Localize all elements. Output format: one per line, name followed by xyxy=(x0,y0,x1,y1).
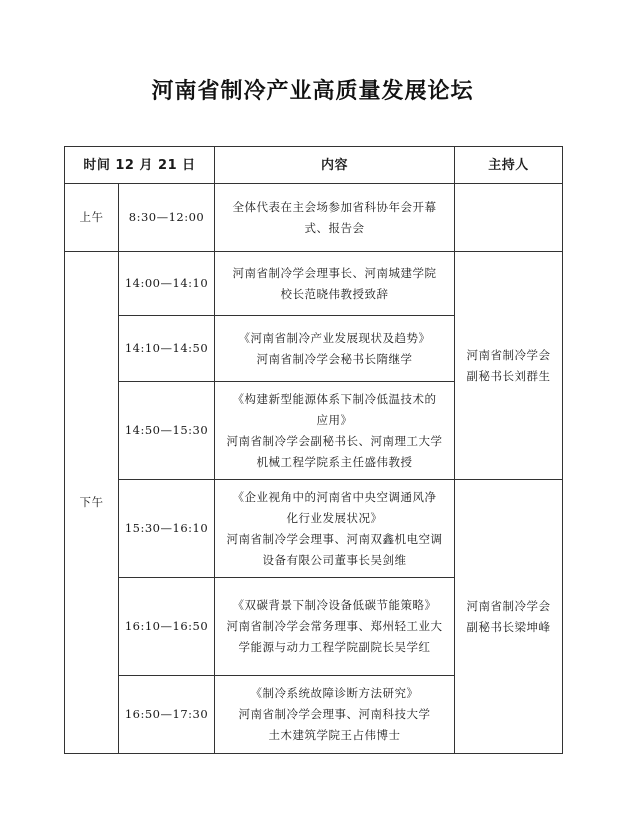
content-line: 河南省制冷学会秘书长隋继学 xyxy=(256,351,413,366)
content-line: 设备有限公司董事长吴剑维 xyxy=(262,552,407,567)
content-line: 《双碳背景下制冷设备低碳节能策略》 xyxy=(232,598,437,612)
time-cell: 15:30—16:10 xyxy=(119,480,215,578)
time-cell: 14:10—14:50 xyxy=(119,316,215,382)
session-morning: 上午 xyxy=(65,184,119,252)
content-line: 《构建新型能源体系下制冷低温技术的 xyxy=(232,391,437,406)
content-cell xyxy=(215,676,455,754)
content-line: 《企业视角中的河南省中央空调通风净 xyxy=(232,489,437,504)
time-cell: 16:10—16:50 xyxy=(119,578,215,676)
table-row xyxy=(65,480,563,578)
page-title: 河南省制冷产业高质量发展论坛 xyxy=(151,79,474,104)
content-line: 全体代表在主会场参加省科协年会开幕 xyxy=(232,199,437,214)
content-line: 河南省制冷学会理事、河南科技大学 xyxy=(238,707,431,721)
content-line: 土木建筑学院王占伟博士 xyxy=(268,728,401,742)
header-content: 内容 xyxy=(215,147,455,184)
host-line: 副秘书长梁坤峰 xyxy=(466,619,551,634)
host-cell xyxy=(455,480,563,754)
table-row xyxy=(65,184,563,252)
schedule-table xyxy=(64,146,563,754)
content-cell xyxy=(215,184,455,252)
table-row xyxy=(65,252,563,316)
session-afternoon: 下午 xyxy=(65,252,119,754)
header-time: 时间 12 月 21 日 xyxy=(65,147,215,184)
content-cell xyxy=(215,252,455,316)
time-cell: 16:50—17:30 xyxy=(119,676,215,754)
content-line: 河南省制冷学会理事长、河南城建学院 xyxy=(232,265,437,280)
content-line: 机械工程学院系主任盛伟教授 xyxy=(256,454,413,469)
host-cell xyxy=(455,252,563,480)
content-line: 《河南省制冷产业发展现状及趋势》 xyxy=(238,330,431,345)
time-cell: 8:30—12:00 xyxy=(119,184,215,252)
host-cell-empty xyxy=(455,184,563,252)
host-line: 副秘书长刘群生 xyxy=(466,368,551,383)
header-host: 主持人 xyxy=(455,147,563,184)
content-line: 式、报告会 xyxy=(304,220,365,235)
content-line: 河南省制冷学会理事、河南双鑫机电空调 xyxy=(226,531,443,546)
content-line: 河南省制冷学会常务理事、郑州轻工业大 xyxy=(226,619,443,633)
table-header-row xyxy=(65,147,563,184)
time-cell: 14:00—14:10 xyxy=(119,252,215,316)
content-cell xyxy=(215,578,455,676)
content-line: 河南省制冷学会副秘书长、河南理工大学 xyxy=(226,433,443,448)
content-line: 《制冷系统故障诊断方法研究》 xyxy=(250,686,419,700)
host-line: 河南省制冷学会 xyxy=(466,598,551,613)
content-cell xyxy=(215,382,455,480)
content-cell xyxy=(215,480,455,578)
content-line: 学能源与动力工程学院副院长吴学红 xyxy=(238,640,431,654)
content-line: 校长范晓伟教授致辞 xyxy=(280,286,389,301)
content-line: 应用》 xyxy=(316,412,353,427)
content-line: 化行业发展状况》 xyxy=(286,510,383,525)
time-cell: 14:50—15:30 xyxy=(119,382,215,480)
content-cell xyxy=(215,316,455,382)
host-line: 河南省制冷学会 xyxy=(466,347,551,362)
